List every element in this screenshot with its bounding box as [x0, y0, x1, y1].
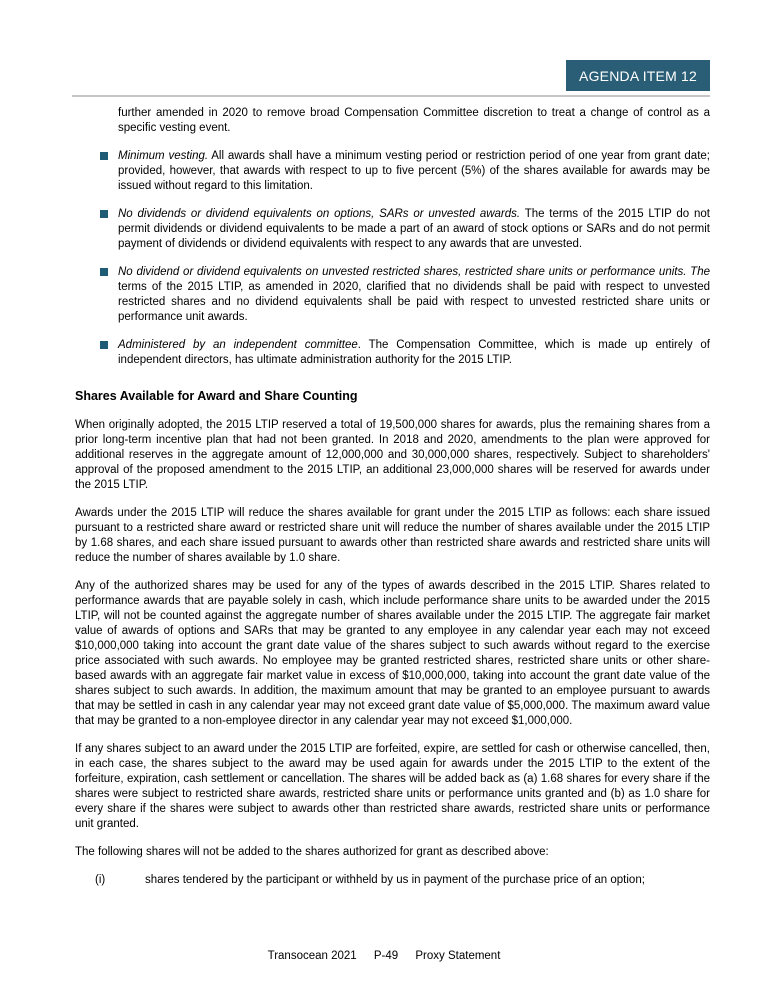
section-heading: Shares Available for Award and Share Counting [75, 389, 358, 403]
bullet-lead: No dividends or dividend equivalents on options, SARs or unvested awards. [118, 208, 521, 220]
bullet-list [75, 149, 710, 368]
body-paragraph: Awards under the 2015 LTIP will reduce the shares available for grant under the 2015 LTIP as follows: each share issued pursuant to a restricted share award or restricted share unit will reduce the number of shares available under the 2015 LTIP by 1.68 shares, and each share issued pursuant to awards other than restricted share awards and restricted share units will reduce the number of shares available by 1.0 share. [75, 507, 710, 564]
body-paragraph: Any of the authorized shares may be used for any of the types of awards described in the 2015 LTIP. Shares related to performance awards that are payable solely in cash, which include performance share units to be awarded under the 2015 LTIP, will not be counted against the aggregate number of shares available under the 2015 LTIP. The aggregate fair market value of awards of options and SARs that may be granted to any employee in any calendar year each may not exceed $10,000,000 taking into account the grant date value of the shares subject to such awards without regard to the exercise price associated with such awards. No employee may be granted restricted shares, restricted share units or other share-based awards with an aggregate fair market value in excess of $10,000,000, taking into account the grant date value of the shares subject to such awards. In addition, the maximum amount that may be granted to an employee pursuant to awards that may be settled in cash in any calendar year may not exceed grant date value of $5,000,000. The maximum award value that may be granted to a non-employee director in any calendar year may not exceed $1,000,000. [75, 580, 710, 727]
bullet-item [75, 149, 710, 194]
bullet-square-icon [100, 210, 108, 218]
bullet-lead: Minimum vesting. [118, 150, 209, 162]
body-paragraph: The following shares will not be added to the shares authorized for grant as described above: [75, 846, 549, 858]
footer-company: Transocean 2021 [267, 950, 357, 962]
bullet-text: . The Compensation Committee, which is made up entirely of independent directors, has ultimate administration authority for the 2015 LTIP. [118, 339, 710, 366]
continuation-paragraph: further amended in 2020 to remove broad Compensation Committee discretion to treat a change of control as a specific vesting event. [118, 107, 710, 134]
bullet-lead: No dividend or dividend equivalents on unvested restricted shares, restricted share units or performance units. The [118, 266, 710, 278]
page-footer [0, 949, 768, 964]
body-paragraph: When originally adopted, the 2015 LTIP reserved a total of 19,500,000 shares for awards, plus the remaining shares from a prior long-term incentive plan that had not been granted. In 2018 and 2020, amendments to the plan were approved for additional reserves in the aggregate amount of 12,000,000 and 30,000,000 shares, respectively. Subject to shareholders' approval of the proposed amendment to the 2015 LTIP, an additional 23,000,000 shares will be reserved for awards under the 2015 LTIP. [75, 419, 710, 491]
bullet-item [75, 265, 710, 325]
bullet-square-icon [100, 268, 108, 276]
footer-doc-title: Proxy Statement [415, 950, 501, 962]
footer-page-number: P-49 [373, 950, 399, 962]
bullet-item [75, 338, 710, 368]
numbered-item-text: shares tendered by the participant or withheld by us in payment of the purchase price of an option; [145, 874, 645, 886]
bullet-square-icon [100, 341, 108, 349]
header-divider [72, 95, 710, 97]
bullet-text: The terms of the 2015 LTIP do not permit dividends or dividend equivalents to be made a part of an award of stock options or SARs and do not permit payment of dividends or dividend equivalents with respect to any awards that are unvested. [118, 208, 710, 250]
agenda-item-badge [566, 60, 710, 91]
bullet-item [75, 207, 710, 252]
numbered-list-item [95, 873, 710, 888]
page-content [75, 106, 710, 888]
numbered-item-marker: (i) [95, 874, 106, 886]
body-paragraph: If any shares subject to an award under the 2015 LTIP are forfeited, expire, are settled for cash or otherwise cancelled, then, in each case, the shares subject to the award may be used again for awards under the 2015 LTIP to the extent of the forfeiture, expiration, cash settlement or cancellation. The shares will be added back as (a) 1.68 shares for every share if the shares were subject to restricted share awards, restricted share units or performance units granted and (b) as 1.0 share for every share if the shares were subject to awards other than restricted share awards, restricted share units or performance unit granted. [75, 743, 710, 830]
bullet-lead: Administered by an independent committee [118, 339, 358, 351]
bullet-text: All awards shall have a minimum vesting period or restriction period of one year from grant date; provided, however, that awards with respect to up to five percent (5%) of the shares available for awards may be issued without regard to this limitation. [118, 150, 710, 192]
bullet-square-icon [100, 152, 108, 160]
bullet-text: terms of the 2015 LTIP, as amended in 2020, clarified that no dividends shall be paid with respect to unvested restricted shares and no dividend equivalents shall be paid with respect to unvested restricted share units or performance unit awards. [118, 281, 710, 323]
agenda-item-badge-label: AGENDA ITEM 12 [579, 68, 697, 84]
